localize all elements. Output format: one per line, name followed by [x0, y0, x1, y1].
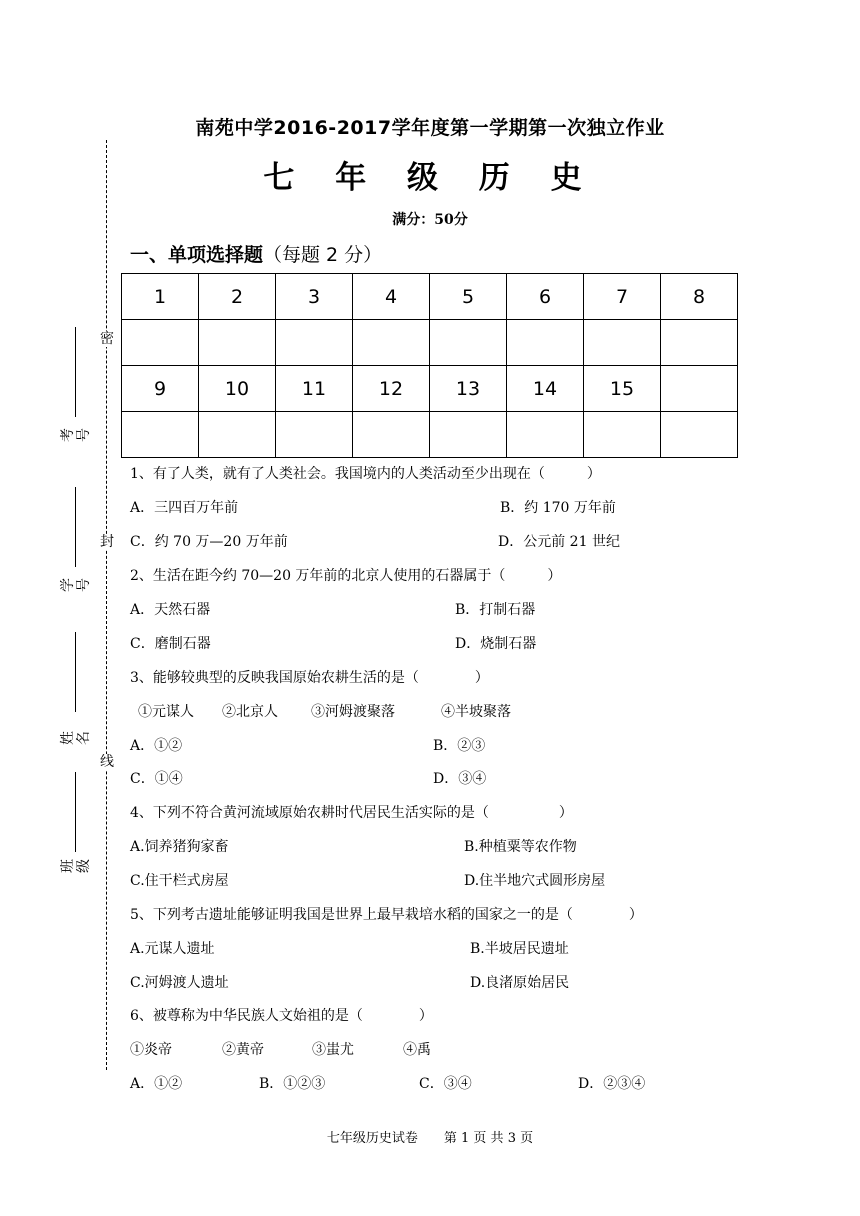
section-heading [130, 240, 382, 267]
question-3-item-1: ①元谋人 [138, 704, 194, 720]
exam-number-label: 考号 [60, 428, 92, 442]
binding-dashed-line [106, 140, 107, 1070]
question-number-cell: 9 [122, 366, 199, 412]
question-number-cell: 5 [430, 274, 507, 320]
class-line [75, 772, 76, 852]
answer-cell[interactable] [199, 320, 276, 366]
answer-cell[interactable] [584, 320, 661, 366]
question-number-cell: 14 [507, 366, 584, 412]
question-3-stem: 3、能够较典型的反映我国原始农耕生活的是（ ） [130, 670, 489, 686]
question-4-option-b[interactable]: B.种植粟等农作物 [464, 839, 577, 855]
question-4-option-a[interactable]: A.饲养猪狗家畜 [130, 839, 229, 855]
question-6-option-c[interactable]: C．③④ [419, 1076, 472, 1092]
page-footer: 七年级历史试卷 第 1 页 共 3 页 [326, 1131, 534, 1146]
question-number-cell: 12 [353, 366, 430, 412]
question-5-option-c[interactable]: C.河姆渡人遗址 [130, 975, 229, 991]
name-line [75, 632, 76, 712]
exam-number-field [60, 327, 92, 447]
answer-grid-header-row-2 [122, 366, 738, 412]
question-1-option-b[interactable]: B．约 170 万年前 [500, 500, 616, 516]
question-6-option-d[interactable]: D．②③④ [578, 1076, 646, 1092]
answer-grid [121, 273, 738, 458]
answer-cell[interactable] [430, 320, 507, 366]
answer-cell[interactable] [353, 320, 430, 366]
name-label: 姓名 [60, 731, 92, 745]
question-2-stem: 2、生活在距今约 70—20 万年前的北京人使用的石器属于（ ） [130, 568, 562, 584]
question-2-option-a[interactable]: A．天然石器 [130, 602, 211, 618]
answer-cell[interactable] [661, 412, 738, 458]
question-2-option-d[interactable]: D．烧制石器 [455, 636, 537, 652]
answer-cell[interactable] [199, 412, 276, 458]
question-1-option-c[interactable]: C．约 70 万—20 万年前 [130, 534, 288, 550]
question-4-option-d[interactable]: D.住半地穴式圆形房屋 [464, 873, 606, 889]
answer-cell[interactable] [584, 412, 661, 458]
answer-grid-header-row-1 [122, 274, 738, 320]
question-2-option-b[interactable]: B．打制石器 [455, 602, 536, 618]
question-5-stem: 5、下列考古遗址能够证明我国是世界上最早栽培水稻的国家之一的是（ ） [130, 907, 643, 923]
class-label: 班级 [60, 859, 92, 873]
question-number-cell: 13 [430, 366, 507, 412]
name-field [60, 632, 92, 752]
question-6-stem: 6、被尊称为中华民族人文始祖的是（ ） [130, 1008, 433, 1024]
answer-cell[interactable] [353, 412, 430, 458]
question-6-option-b[interactable]: B．①②③ [259, 1076, 326, 1092]
question-6-item-3: ③蚩尤 [312, 1042, 354, 1058]
question-5-option-b[interactable]: B.半坡居民遗址 [470, 941, 569, 957]
question-5-option-d[interactable]: D.良渚原始居民 [470, 975, 570, 991]
question-number-cell: 4 [353, 274, 430, 320]
question-number-cell: 1 [122, 274, 199, 320]
answer-grid-answer-row-2 [122, 412, 738, 458]
question-number-cell [661, 366, 738, 412]
answer-cell[interactable] [122, 412, 199, 458]
question-3-item-4: ④半坡聚落 [441, 704, 511, 720]
question-number-cell: 15 [584, 366, 661, 412]
seal-char-mi: 密 [100, 331, 114, 347]
question-3-option-c[interactable]: C．①④ [130, 771, 183, 787]
answer-cell[interactable] [276, 320, 353, 366]
question-3-item-2: ②北京人 [222, 704, 278, 720]
question-6-item-2: ②黄帝 [222, 1042, 264, 1058]
answer-cell[interactable] [507, 412, 584, 458]
answer-cell[interactable] [430, 412, 507, 458]
class-field [60, 772, 92, 902]
section-heading-note: （每题 2 分） [263, 244, 383, 266]
seal-char-feng: 封 [100, 534, 114, 550]
exam-number-line [75, 327, 76, 417]
question-number-cell: 11 [276, 366, 353, 412]
question-number-cell: 7 [584, 274, 661, 320]
question-6-option-a[interactable]: A．①② [130, 1076, 183, 1092]
question-6-item-4: ④禹 [403, 1042, 431, 1058]
question-6-item-1: ①炎帝 [130, 1042, 172, 1058]
answer-cell[interactable] [122, 320, 199, 366]
answer-grid-answer-row-1 [122, 320, 738, 366]
seal-char-xian: 线 [100, 754, 114, 770]
question-3-option-a[interactable]: A．①② [130, 738, 183, 754]
question-1-option-a[interactable]: A．三四百万年前 [130, 500, 239, 516]
question-5-option-a[interactable]: A.元谋人遗址 [130, 941, 215, 957]
question-4-stem: 4、下列不符合黄河流域原始农耕时代居民生活实际的是（ ） [130, 805, 573, 821]
question-3-option-b[interactable]: B．②③ [433, 738, 486, 754]
section-heading-prefix: 一、单项选择题 [130, 244, 264, 266]
question-4-option-c[interactable]: C.住干栏式房屋 [130, 873, 229, 889]
question-3-option-d[interactable]: D．③④ [433, 771, 487, 787]
question-3-item-3: ③河姆渡聚落 [311, 704, 395, 720]
answer-cell[interactable] [507, 320, 584, 366]
question-number-cell: 10 [199, 366, 276, 412]
answer-cell[interactable] [276, 412, 353, 458]
school-title: 南苑中学2016-2017学年度第一学期第一次独立作业 [195, 117, 665, 139]
question-number-cell: 2 [199, 274, 276, 320]
subject-title: 七 年 级 历 史 [263, 160, 597, 196]
question-2-option-c[interactable]: C．磨制石器 [130, 636, 211, 652]
question-number-cell: 6 [507, 274, 584, 320]
student-number-line [75, 487, 76, 567]
question-1-stem: 1、有了人类，就有了人类社会。我国境内的人类活动至少出现在（ ） [130, 466, 601, 482]
question-number-cell: 3 [276, 274, 353, 320]
student-number-field [60, 487, 92, 607]
answer-cell[interactable] [661, 320, 738, 366]
student-number-label: 学号 [60, 578, 92, 592]
question-number-cell: 8 [661, 274, 738, 320]
question-1-option-d[interactable]: D．公元前 21 世纪 [498, 534, 620, 550]
full-score: 满分：50分 [392, 212, 468, 228]
